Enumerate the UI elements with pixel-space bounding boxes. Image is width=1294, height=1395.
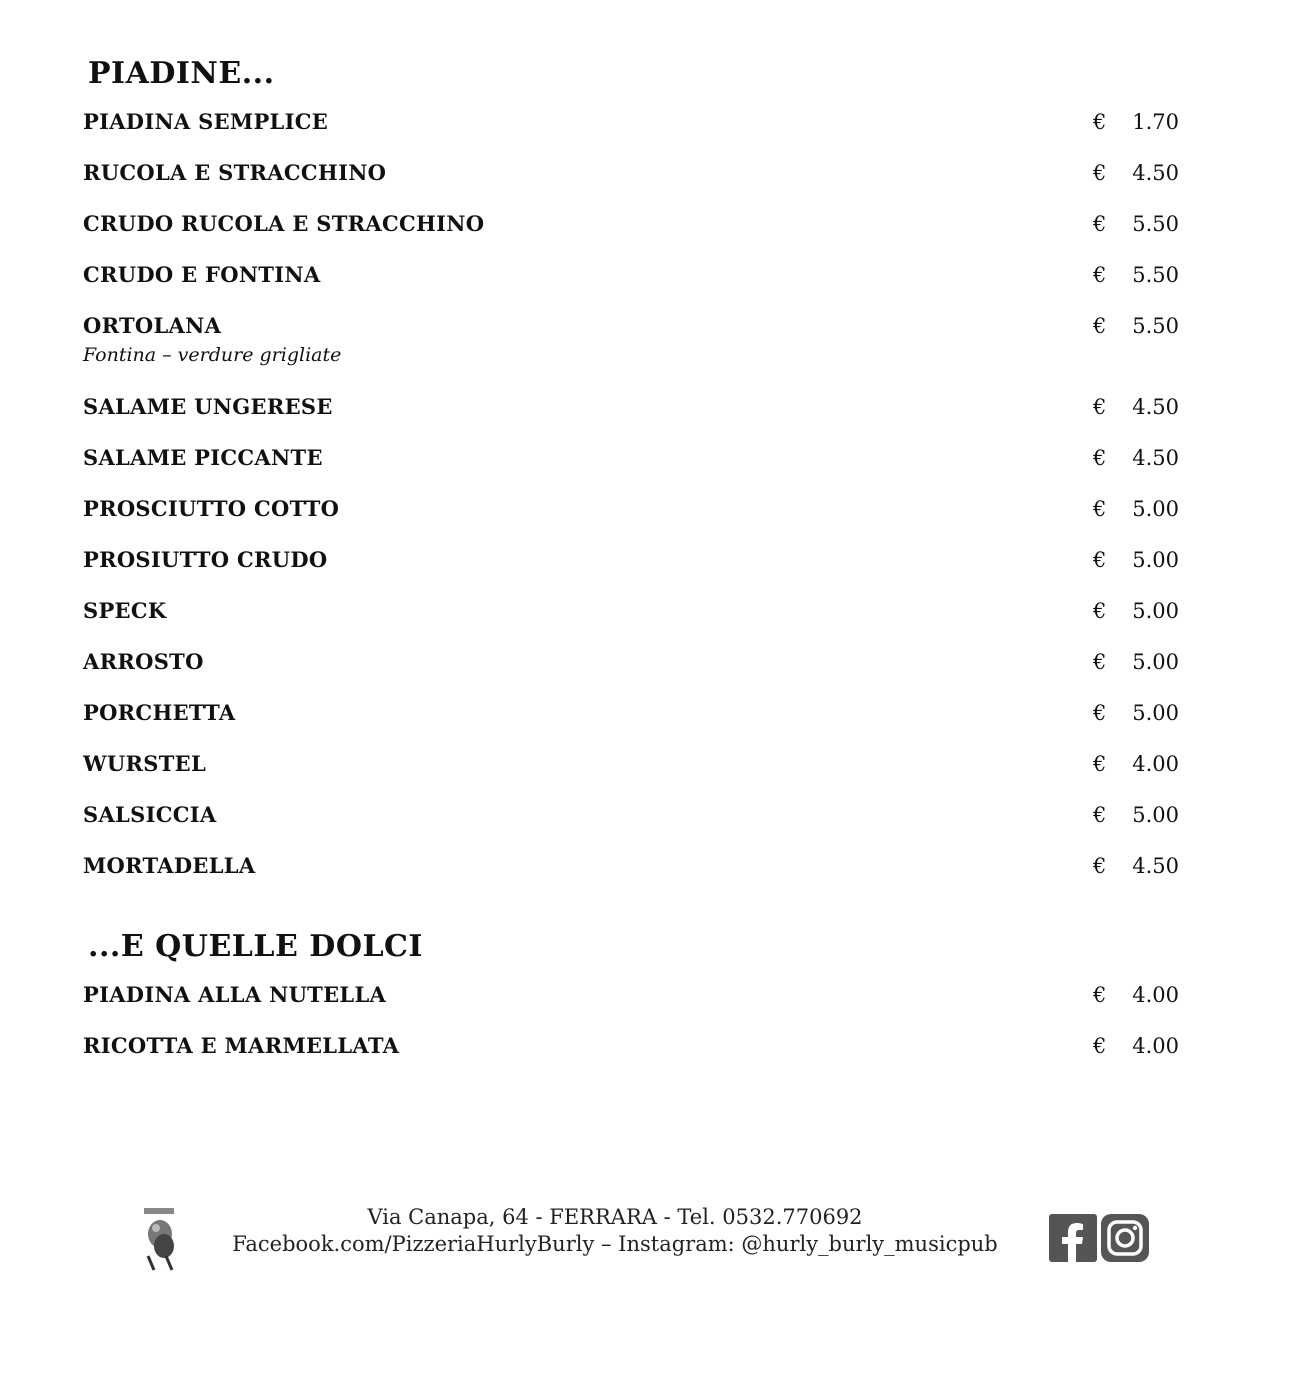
footer-social-links: Facebook.com/PizzeriaHurlyBurly – Instagram: @hurly_burly_musicpub <box>232 1232 998 1256</box>
menu-item <box>83 852 1183 903</box>
item-currency: € <box>1093 1034 1107 1058</box>
item-price: 5.00 <box>1132 701 1179 725</box>
menu-item <box>83 393 1183 444</box>
item-currency: € <box>1093 599 1107 623</box>
item-currency: € <box>1093 548 1107 572</box>
item-price: 4.50 <box>1132 161 1179 185</box>
item-price: 5.50 <box>1132 212 1179 236</box>
item-name: RICOTTA E MARMELLATA <box>83 1033 400 1058</box>
item-name: SPECK <box>83 598 167 623</box>
menu-item <box>83 210 1183 261</box>
item-price: 5.00 <box>1132 650 1179 674</box>
item-currency: € <box>1093 854 1107 878</box>
menu-item <box>83 261 1183 312</box>
item-currency: € <box>1093 701 1107 725</box>
item-name: ORTOLANA <box>83 313 222 338</box>
item-currency: € <box>1093 395 1107 419</box>
item-price: 1.70 <box>1132 110 1179 134</box>
menu-item <box>83 648 1183 699</box>
item-name: CRUDO RUCOLA E STRACCHINO <box>83 211 485 236</box>
item-name: SALAME PICCANTE <box>83 445 323 470</box>
item-name: MORTADELLA <box>83 853 256 878</box>
footer <box>0 1200 1294 1280</box>
menu-item <box>83 699 1183 750</box>
item-price: 4.00 <box>1132 752 1179 776</box>
item-currency: € <box>1093 803 1107 827</box>
section-title-dolci: ...E QUELLE DOLCI <box>88 929 423 964</box>
item-description: Fontina – verdure grigliate <box>83 344 342 366</box>
hurly-burly-logo-icon <box>140 1206 180 1272</box>
item-name: RUCOLA E STRACCHINO <box>83 160 387 185</box>
instagram-icon <box>1101 1214 1149 1262</box>
item-price: 4.00 <box>1132 983 1179 1007</box>
menu-item <box>83 312 1183 393</box>
item-name: PIADINA ALLA NUTELLA <box>83 982 387 1007</box>
item-price: 4.50 <box>1132 446 1179 470</box>
menu-item <box>83 750 1183 801</box>
item-price: 4.00 <box>1132 1034 1179 1058</box>
menu-item <box>83 495 1183 546</box>
menu-item <box>83 801 1183 852</box>
item-currency: € <box>1093 446 1107 470</box>
menu-item <box>83 108 1183 159</box>
item-currency: € <box>1093 263 1107 287</box>
menu-list-dolci <box>83 981 1183 1083</box>
item-price: 5.00 <box>1132 497 1179 521</box>
item-name: PROSCIUTTO COTTO <box>83 496 340 521</box>
item-currency: € <box>1093 752 1107 776</box>
item-price: 5.50 <box>1132 314 1179 338</box>
item-currency: € <box>1093 161 1107 185</box>
item-name: SALSICCIA <box>83 802 217 827</box>
item-currency: € <box>1093 497 1107 521</box>
item-currency: € <box>1093 110 1107 134</box>
item-currency: € <box>1093 212 1107 236</box>
item-price: 5.00 <box>1132 548 1179 572</box>
menu-item <box>83 546 1183 597</box>
facebook-icon <box>1049 1214 1097 1262</box>
menu-item <box>83 159 1183 210</box>
item-currency: € <box>1093 650 1107 674</box>
section-title-piadine: PIADINE... <box>88 56 275 91</box>
menu-item <box>83 444 1183 495</box>
item-price: 4.50 <box>1132 854 1179 878</box>
item-name: PORCHETTA <box>83 700 236 725</box>
menu-item <box>83 1032 1183 1083</box>
item-currency: € <box>1093 983 1107 1007</box>
item-currency: € <box>1093 314 1107 338</box>
footer-contact <box>195 1204 1035 1258</box>
menu-list-piadine <box>83 108 1183 903</box>
item-name: SALAME UNGERESE <box>83 394 333 419</box>
item-name: PROSIUTTO CRUDO <box>83 547 328 572</box>
footer-address: Via Canapa, 64 - FERRARA - Tel. 0532.770692 <box>367 1205 863 1229</box>
item-name: ARROSTO <box>83 649 204 674</box>
item-name: CRUDO E FONTINA <box>83 262 321 287</box>
item-name: PIADINA SEMPLICE <box>83 109 329 134</box>
item-name: WURSTEL <box>83 751 207 776</box>
item-price: 5.50 <box>1132 263 1179 287</box>
item-price: 5.00 <box>1132 599 1179 623</box>
menu-item <box>83 981 1183 1032</box>
menu-item <box>83 597 1183 648</box>
item-price: 4.50 <box>1132 395 1179 419</box>
item-price: 5.00 <box>1132 803 1179 827</box>
